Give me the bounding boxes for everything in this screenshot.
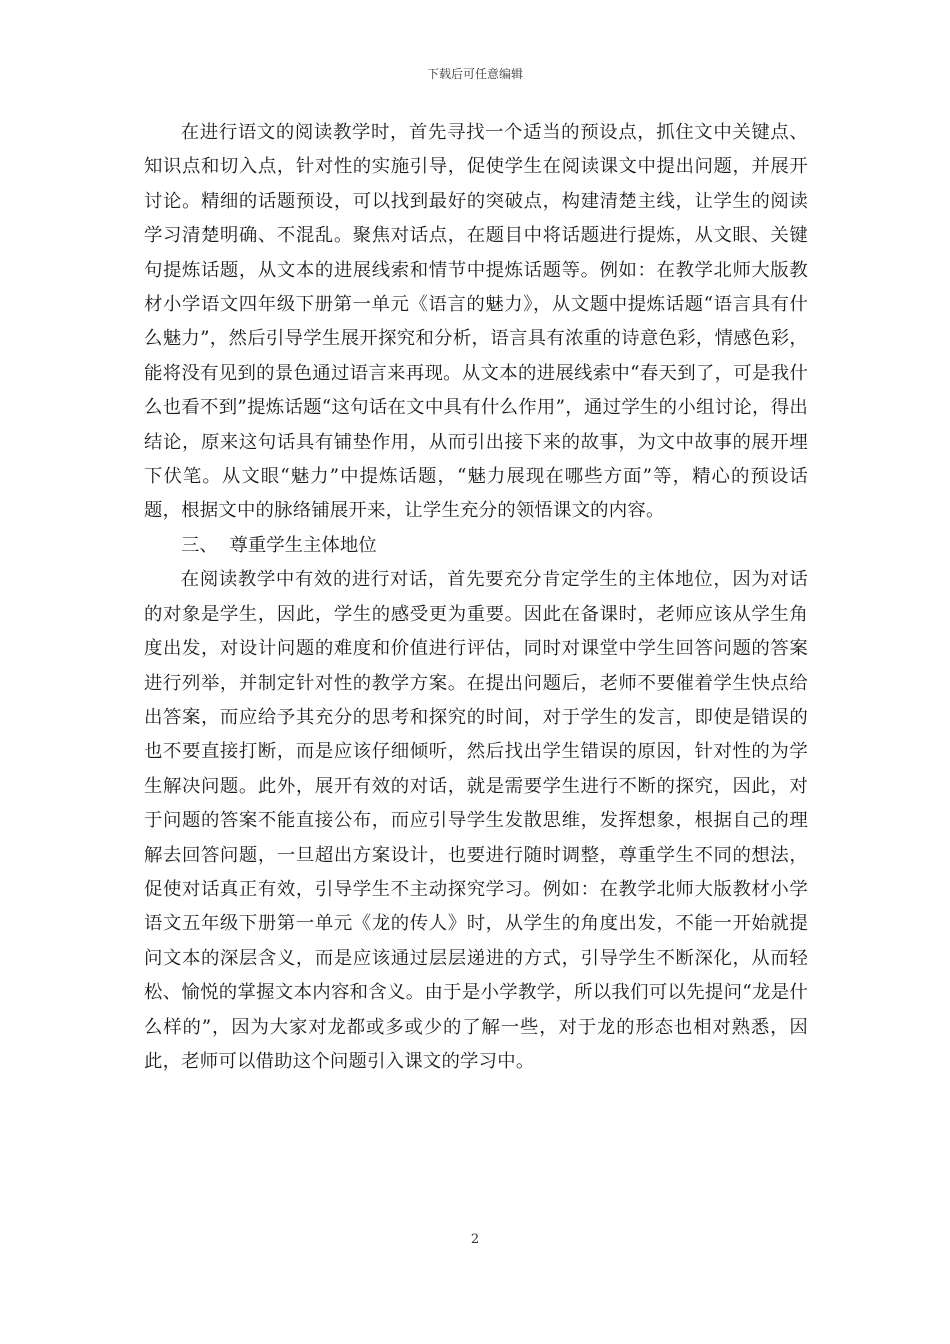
document-body [144,116,808,1079]
page-header: 下载后可任意编辑 [426,67,523,81]
paragraph-student-subject: 在阅读教学中有效的进行对话，首先要充分肯定学生的主体地位，因为对话的对象是学生，因此，学生的感受更为重要。因此在备课时，老师应该从学生角度出发，对设计问题的难度和价值进行评估，同时对课堂中学生回答问题的答案进行列举，并制定针对性的教学方案。在提出问题后，老师不要催着学生快点给出答案，而应给予其充分的思考和探究的时间，对于学生的发言，即使是错误的也不要直接打断，而是应该仔细倾听，然后找出学生错误的原因，针对性的为学生解决问题。此外，展开有效的对话，就是需要学生进行不断的探究，因此，对于问题的答案不能直接公布，而应引导学生发散思维，发挥想象，根据自己的理解去回答问题，一旦超出方案设计，也要进行随时调整，尊重学生不同的想法，促使对话真正有效，引导学生不主动探究学习。例如：在教学北师大版教材小学语文五年级下册第一单元《龙的传人》时，从学生的角度出发，不能一开始就提问文本的深层含义，而是应该通过层层递进的方式，引导学生不断深化，从而轻松、愉悦的掌握文本内容和含义。由于是小学教学，所以我们可以先提问“龙是什么样的”，因为大家对龙都或多或少的了解一些，对于龙的形态也相对熟悉，因此，老师可以借助这个问题引入课文的学习中。 [144,569,808,1072]
paragraph-dialogue-topics: 在进行语文的阅读教学时，首先寻找一个适当的预设点，抓住文中关键点、知识点和切入点，针对性的实施引导，促使学生在阅读课文中提出问题，并展开讨论。精细的话题预设，可以找到最好的突破点，构建清楚主线，让学生的阅读学习清楚明确、不混乱。聚焦对话点，在题目中将话题进行提炼，从文眼、关键句提炼话题，从文本的进展线索和情节中提炼话题等。例如：在教学北师大版教材小学语文四年级下册第一单元《语言的魅力》，从文题中提炼话题“语言具有什么魅力”，然后引导学生展开探究和分析，语言具有浓重的诗意色彩，情感色彩，能将没有见到的景色通过语言来再现。从文本的进展线索中“春天到了，可是我什么也看不到”提炼话题“这句话在文中具有什么作用”，通过学生的小组讨论，得出结论，原来这句话具有铺垫作用，从而引出接下来的故事，为文中故事的展开埋下伏笔。从文眼“魅力”中提炼话题，“魅力展现在哪些方面”等，精心的预设话题，根据文中的脉络铺展开来，让学生充分的领悟课文的内容。 [144,122,808,522]
page-number: 2 [470,1232,480,1247]
section-heading: 三、 尊重学生主体地位 [181,534,377,556]
